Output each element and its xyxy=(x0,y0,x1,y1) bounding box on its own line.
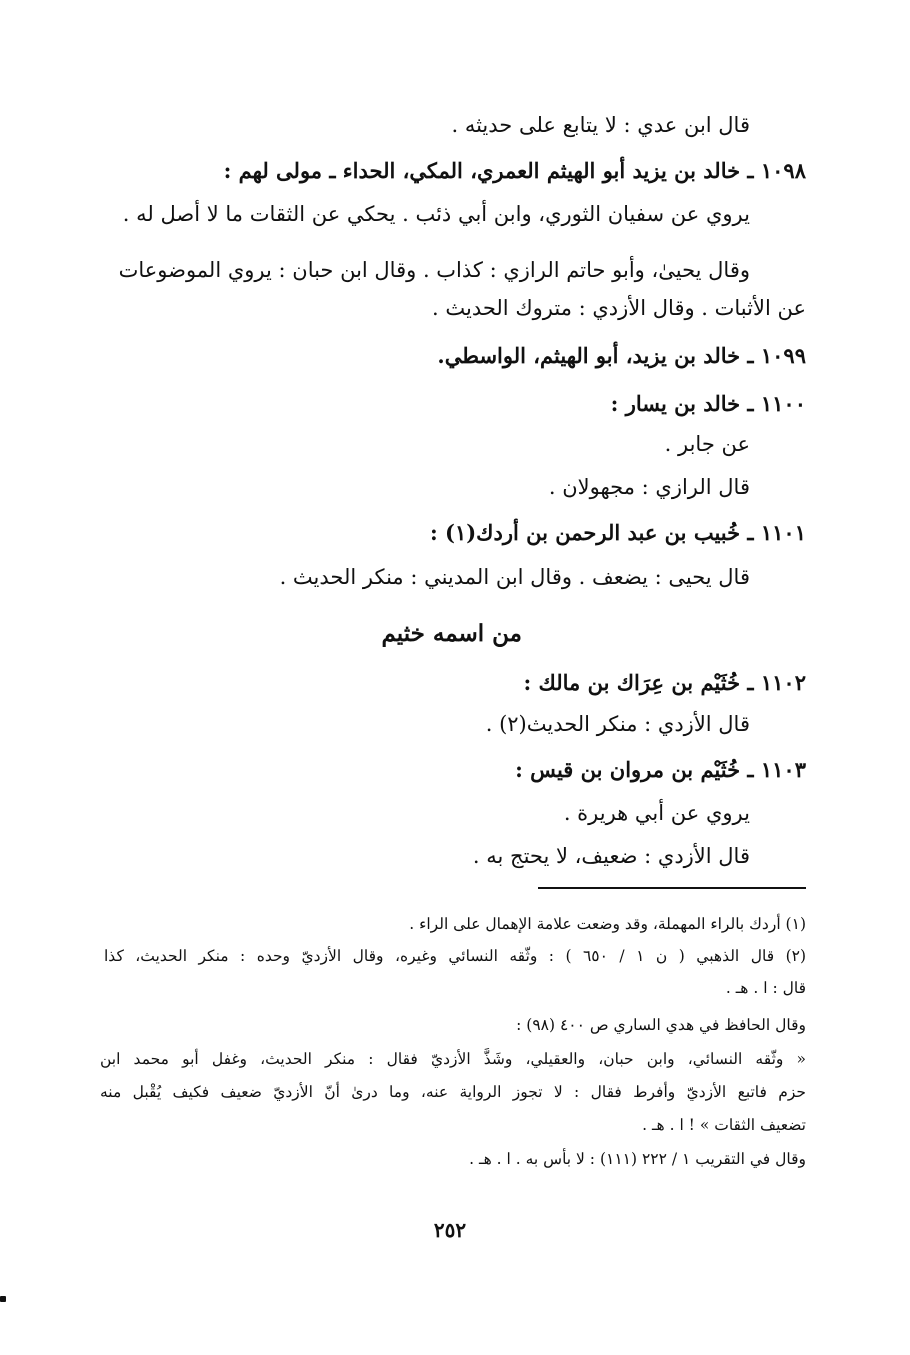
body-line-1: قال ابن عدي : لا يتابع على حديثه . xyxy=(451,113,750,137)
footnote-2-line-1: (٢) قال الذهبي ( ن ١ / ٦٥٠ ) : وثّقه النسائي وغيره، وقال الأزديّ وحده : منكر الحديث، كذا xyxy=(104,947,807,965)
entry-1103-heading: ١١٠٣ ـ خُثَيْم بن مروان بن قيس : xyxy=(515,757,806,782)
entry-1101-heading: ١١٠١ ـ خُبيب بن عبد الرحمن بن أردك(١) : xyxy=(429,520,806,545)
body-line-5: عن الأثبات . وقال الأزدي : متروك الحديث . xyxy=(432,296,806,320)
page-number: ٢٥٢ xyxy=(433,1218,467,1242)
body-line-11: قال يحيى : يضعف . وقال ابن المديني : منكر الحديث . xyxy=(279,565,750,589)
body-line-9: قال الرازي : مجهولان . xyxy=(548,475,750,499)
body-line-8: عن جابر . xyxy=(664,432,750,456)
footnote-1: (١) أردك بالراء المهملة، وقد وضعت علامة الإهمال على الراء . xyxy=(409,915,806,933)
entry-1102-heading: ١١٠٢ ـ خُثَيْم بن عِرَاك بن مالك : xyxy=(523,670,806,695)
entry-1099-heading: ١٠٩٩ ـ خالد بن يزيد، أبو الهيثم، الواسطي. xyxy=(437,343,806,368)
entry-1100-heading: ١١٠٠ ـ خالد بن يسار : xyxy=(610,391,806,416)
footnote-2-line-6: تضعيف الثقات » ! ا . هـ . xyxy=(642,1116,806,1134)
footnote-2-line-5: حزم فاتبع الأزديّ وأفرط فقال : لا تجوز الرواية عنه، وما درىٰ أنّ الأزديّ ضعيف فكيف يُقْبل منه xyxy=(100,1083,806,1101)
footnote-separator xyxy=(538,887,806,889)
body-line-4: وقال يحيىٰ، وأبو حاتم الرازي : كذاب . وقال ابن حبان : يروي الموضوعات xyxy=(118,258,750,282)
footnote-2-line-2: قال : ا . هـ . xyxy=(725,979,806,997)
footnote-2-line-3: وقال الحافظ في هدي الساري ص ٤٠٠ (٩٨) : xyxy=(516,1016,806,1034)
section-heading: من اسمه خثيم xyxy=(381,620,522,647)
scan-edge-mark xyxy=(0,1296,6,1302)
body-line-13: قال الأزدي : منكر الحديث(٢) . xyxy=(485,712,750,736)
entry-1098-heading: ١٠٩٨ ـ خالد بن يزيد أبو الهيثم العمري، المكي، الحداء ـ مولى لهم : xyxy=(223,158,806,183)
body-line-3: يروي عن سفيان الثوري، وابن أبي ذئب . يحكي عن الثقات ما لا أصل له . xyxy=(122,202,750,226)
body-line-15: يروي عن أبي هريرة . xyxy=(563,801,750,825)
footnote-2-line-7: وقال في التقريب ١ / ٢٢٢ (١١١) : لا بأس به . ا . هـ . xyxy=(469,1150,806,1168)
footnote-2-line-4: « وثّقه النسائي، وابن حبان، والعقيلي، وشَذَّ الأزديّ فقال : منكر الحديث، وغفل أبو محمد ابن xyxy=(100,1050,806,1068)
body-line-16: قال الأزدي : ضعيف، لا يحتج به . xyxy=(472,844,750,868)
